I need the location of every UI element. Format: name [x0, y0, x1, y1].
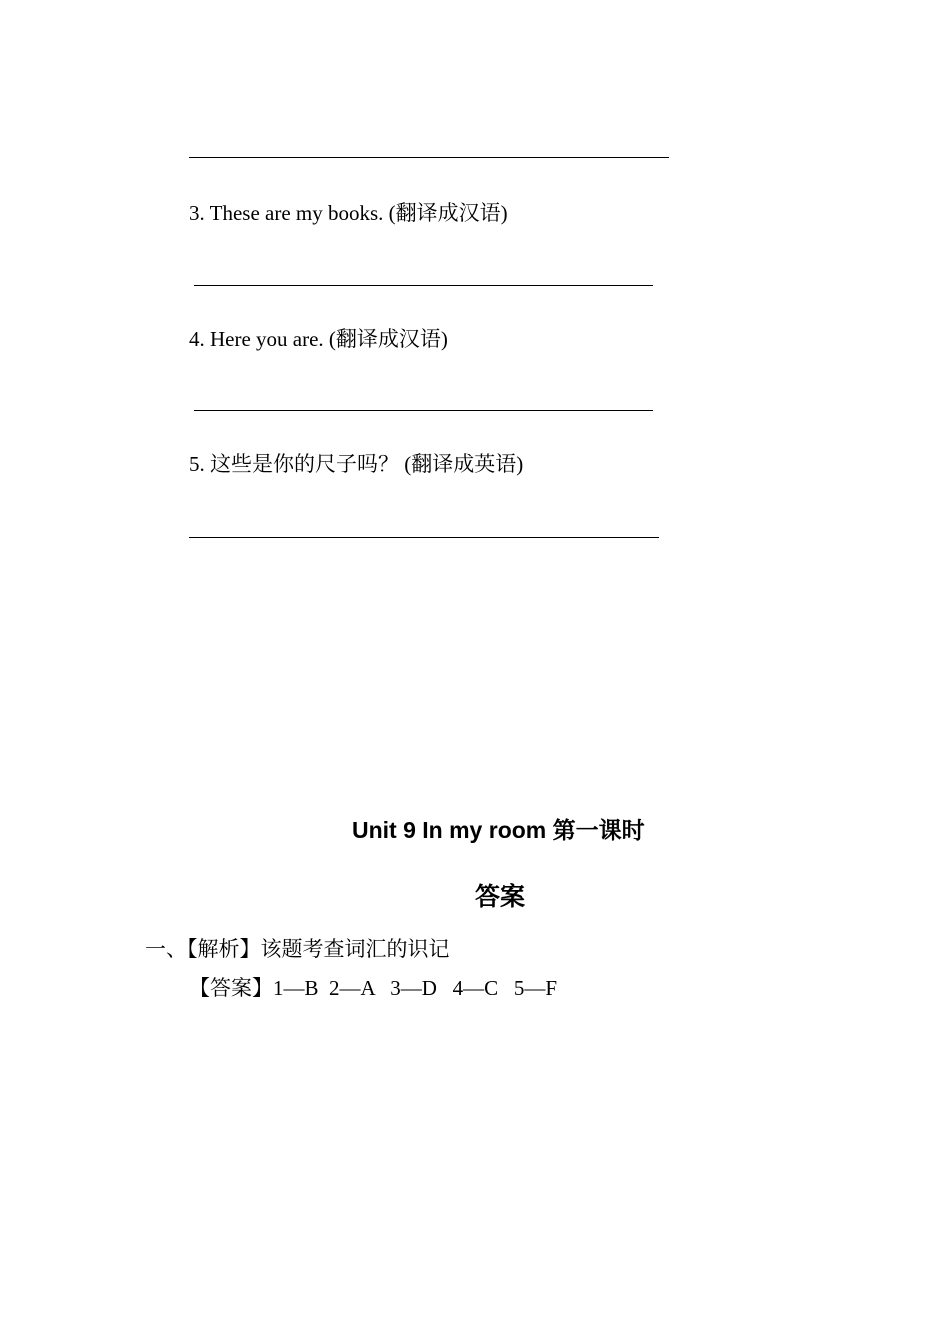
question-3: 3. These are my books. (翻译成汉语) — [189, 201, 508, 225]
answer-key-line: 【答案】1—B 2—A 3—D 4—C 5—F — [189, 976, 558, 1000]
answer-blank-line-2 — [189, 157, 669, 158]
question-5: 5. 这些是你的尺子吗？ (翻译成英语) — [189, 452, 524, 476]
answer-blank-line-5 — [189, 537, 659, 538]
answer-section-title: Unit 9 In my room 第一课时 — [352, 817, 645, 843]
answer-section-subtitle: 答案 — [475, 883, 526, 911]
answer-blank-line-4 — [194, 410, 653, 411]
answer-blank-line-3 — [194, 285, 653, 286]
analysis-line: 一、【解析】该题考查词汇的识记 — [145, 937, 450, 961]
question-4: 4. Here you are. (翻译成汉语) — [189, 327, 448, 351]
